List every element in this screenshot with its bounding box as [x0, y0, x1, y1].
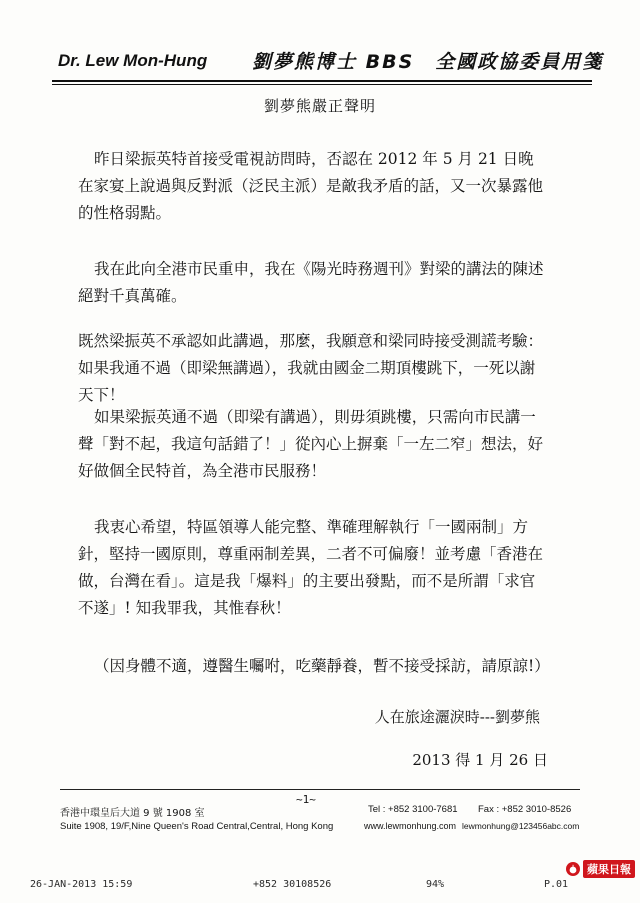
fax-datetime: 26-JAN-2013 15:59 [30, 879, 133, 890]
fax-page: P.01 [544, 879, 569, 890]
paragraph-2: 我在此向全港市民重申，我在《陽光時務週刊》對梁的講法的陳述絕對千真萬確。 [78, 260, 544, 305]
letterhead-rule [52, 80, 592, 82]
paragraph-6: （因身體不適，遵醫生囑咐，吃藥靜養，暫不接受採訪，請原諒!） [94, 657, 550, 675]
fax-number: +852 30108526 [253, 879, 332, 890]
footer-address-en: Suite 1908, 19/F,Nine Queen's Road Central,Central, Hong Kong [60, 821, 334, 832]
footer-website: www.lewmonhung.com [364, 821, 457, 831]
apple-daily-watermark [566, 860, 635, 878]
footer-tel: Tel : +852 3100-7681 [368, 804, 458, 815]
letterhead-name-en: Dr. Lew Mon-Hung [58, 51, 208, 70]
document-date: 2013 得 1 月 26 日 [412, 751, 548, 769]
paragraph-5: 我衷心希望，特區領導人能完整、準確理解執行「一國兩制」方針，堅持一國原則，尊重兩制差異，二者不可偏廢！並考慮「香港在做，台灣在看」。這是我「爆料」的主要出發點，而不是所謂「求官不遂」! 知我罪我，其惟春秋！ [78, 518, 544, 617]
paragraph-4: 如果梁振英通不過（即梁有講過），則毋須跳樓，只需向市民講一聲「對不起，我這句話錯了！」從內心上摒棄「一左二窄」想法，好好做個全民特首，為全港市民服務！ [78, 408, 544, 480]
watermark-text: 蘋果日報 [583, 860, 635, 878]
footer-fax: Fax : +852 3010-8526 [478, 804, 572, 815]
apple-logo-icon [566, 862, 580, 876]
footer-rule [60, 789, 580, 790]
footer-address-zh: 香港中環皇后大道 9 號 1908 室 [60, 808, 205, 819]
signature: 人在旅途灑淚時---劉夢熊 [374, 708, 540, 726]
paragraph-1: 昨日梁振英特首接受電視訪問時，否認在 2012 年 5 月 21 日晚在家宴上說過與反對派（泛民主派）是敵我矛盾的話，又一次暴露他的性格弱點。 [78, 150, 544, 222]
footer-email: lewmonhung@123456abc.com [462, 821, 580, 831]
letterhead-rule-thin [52, 84, 592, 85]
page-marker: ~1~ [296, 793, 316, 806]
paragraph-3: 既然梁振英不承認如此講過，那麼，我願意和梁同時接受測謊考驗：如果我通不過（即梁無講過），我就由國金二期頂樓跳下，一死以謝天下！ [78, 332, 544, 404]
document-title: 劉夢熊嚴正聲明 [263, 97, 376, 115]
fax-percent: 94% [426, 879, 445, 890]
letterhead-title-zh: 劉夢熊博士 BBS 全國政協委員用箋 [252, 51, 604, 73]
